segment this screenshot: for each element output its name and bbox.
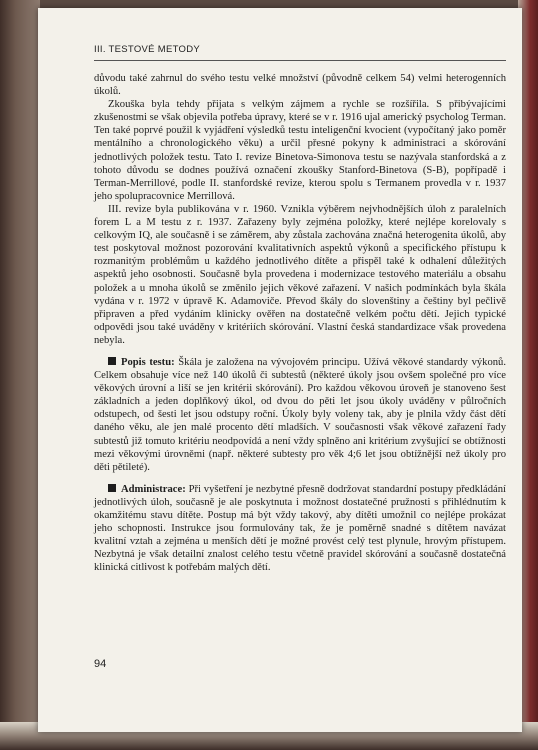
section-text: Při vyšetření je nezbytné přesně dodržovat standardní postupy předkládání jednotlivých úloh, současně je ale poskytnuta i možnost dostatečné pružnosti s přihlédnutím k okamžitému stavu dítěte. Postup má být vždy takový, aby dítěti umožnil co nejlépe prokázat jeho schopnosti. Instrukce jsou formulovány tak, že je poměrně snadné s dítětem navázat kvalitní vztah a zejména u menších dětí je možné provést celý test plynule, hrovým přístupem. Nezbytná je však detailní znalost celého testu včetně pravidel skórování a současně dostatečná klinická citlivost k potřebám malých dětí. [94,483,506,574]
paragraph: III. revize byla publikována v r. 1960. Vznikla výběrem nejvhodnějších úloh z paralelních forem L a M testu z r. 1937. Zařazeny byly zejména položky, které nejlépe korelovaly s celkovým IQ, ale současně i se záměrem, aby zůstala zachována značná heterogenita úkolů, aby test poskytoval možnost pozorování kvalitativních aspektů výkonů a specifického přístupu k rozmanitým problémům u každého jednotlivého dítěte a přispěl také k odhalení důležitých aspektů jeho osobnosti. Současně byla provedena i modernizace testového materiálu a obsahu položek a u mnoha úkolů se změnilo jejich věkové zařazení. V našich podmínkách byla škála vydána v r. 1972 v úpravě K. Adamoviče. Převod škály do slovenštiny a češtiny byl pečlivě připraven a před vydáním klinicky ověřen na dostatečně velkém počtu dětí. Jejich typické odpovědi jsou také uváděny v kritériích skórování. Vlastní česká standardizace však provedena nebyla. [94,203,506,346]
page-number: 94 [94,658,107,670]
running-head: III. TESTOVÉ METODY [94,44,201,55]
section-title: Popis testu: [121,356,175,368]
square-bullet-icon [108,484,116,492]
square-bullet-icon [108,357,116,365]
paragraph: Zkouška byla tehdy přijata s velkým zájmem a rychle se rozšířila. S přibývajícími zkušenostmi se však objevila potřeba úpravy, které se v r. 1916 ujal americký psycholog Terman. Ten také poprvé použil k vyjádření výsledků testu inteligenční kvocient (vypočítaný jako poměr mentálního a chronologického věku) a určil přesné pokyny k administraci a skórování jednotlivých položek testu. Tato I. revize Binetova-Simonova testu se nazývala stanfordská a z tohoto důvodu se dodnes používá označení zkoušky Stanford-Binetova (S-B), popřípadě i Terman-Merrillové, podle II. stanfordské revize, kterou spolu s Termanem provedla v r. 1937 jeho spolupracovnice Merrillová. [94,99,506,202]
book-page [38,8,522,732]
body-text [94,72,506,574]
paragraph: důvodu také zahrnul do svého testu velké množství (původně celkem 54) velmi heterogenních úkolů. [94,73,506,98]
section-text: Škála je založena na vývojovém principu. Užívá věkové standardy výkonů. Celkem obsahuje více než 140 úkolů či subtestů (některé úkoly jsou ovšem společné pro více věkových úrovní a liší se jen kritérii skórování). Pro každou věkovou úroveň je stanoveno šest základních a jeden doplňkový úkol, od dvou do pěti let jsou úkoly uváděny v půlročních odstupech, od šesti let jsou odstupy roční. Úkoly byly voleny tak, aby je plnila vždy část dětí daného věku, ale jen malé procento dětí mladších. V současnosti však věkové zařazení řady subtestů již tomuto kritériu neodpovídá a není vždy splněno ani kritérium zvyšující se obtížnosti mezi věkovými úrovněmi (např. některé subtesty pro věk 4;6 let jsou obtížnější než úkoly pro děti pětileté). [94,356,506,473]
book-edge-left [0,0,40,750]
section-title: Administrace: [121,483,186,495]
section-administrace [94,483,506,575]
header-rule [94,60,506,61]
section-popis-testu [94,356,506,474]
